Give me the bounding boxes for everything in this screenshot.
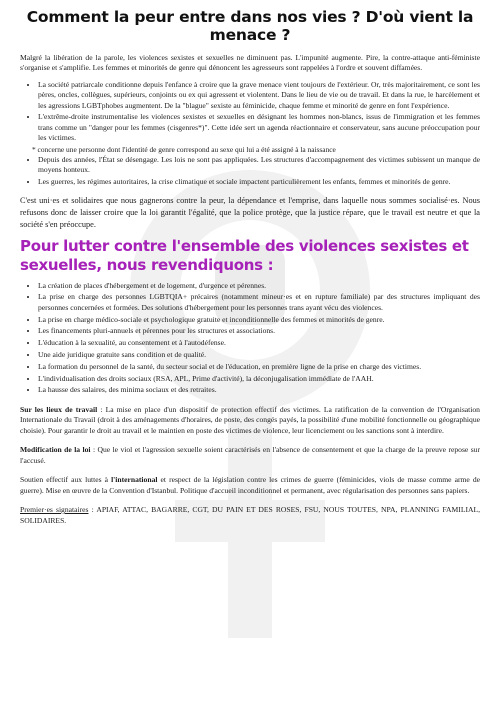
list-item: • Les financements pluri-annuels et pérennes pour les structures et associations. <box>38 326 480 336</box>
international-post: et respect de la législation contre les crimes de guerre (féminicides, viols de masse comme arme de guerre). Mise en œuvre de la Convention d'Istanbul. Politique d'accueil inconditionnel et permanent, avec régularisation des personnes sans papiers. <box>20 475 480 495</box>
law-text: : Que le viol et l'agression sexuelle soient caractérisés en l'absence de consentement et que la charge de la preuve repose sur l'accusé. <box>20 445 480 465</box>
list-item: • La prise en charge médico-sociale et psychologique gratuite et inconditionnelle des femmes et minorités de genre. <box>38 315 480 325</box>
workplace-text: : La mise en place d'un dispositif de protection effectif des victimes. La ratification de la convention de l'Organisation Internationale du Travail (droit à des aménagements d'horaires, de poste, des congés payés, la possibilité d'une mobilité fonctionnelle ou géographique choisie). Pour garantir le droit au travail et le maintien en poste des victimes de violence, leur licenciement ou les sanctions sont à interdire. <box>20 404 480 435</box>
list-item: • Une aide juridique gratuite sans condition et de qualité. <box>38 350 480 360</box>
threats-list-continued <box>20 155 480 187</box>
list-item: • La création de places d'hébergement et de logement, d'urgence et pérennes. <box>38 281 480 291</box>
international-paragraph <box>20 475 480 496</box>
list-item: • Depuis des années, l'État se désengage. Les lois ne sont pas appliquées. Les structures d'accompagnement des victimes subissent un manque de moyens honteux. <box>38 155 480 176</box>
law-paragraph <box>20 445 480 466</box>
solidarity-paragraph: C'est uni·es et solidaires que nous gagnerons contre la peur, la dépendance et l'emprise, dans laquelle nous sommes socialisé·es. Nous refusons donc de laisser croire que la loi garantit l'égalité, que la police protège, que la justice répare, que le travail est neutre et que la société s'en préoccupe. <box>20 196 480 230</box>
demands-heading: Pour lutter contre l'ensemble des violences sexistes et sexuelles, nous revendiquons : <box>20 237 469 274</box>
list-item: • Les guerres, les régimes autoritaires, la crise climatique et sociale impactent particulièrement les enfants, femmes et minorités de genre. <box>38 177 480 187</box>
list-item: • L'éducation à la sexualité, au consentement et à l'autodéfense. <box>38 338 480 348</box>
signatories-label: Premier·es signataires <box>20 505 89 515</box>
list-item: • L'extrême-droite instrumentalise les violences sexistes et sexuelles en désignant les hommes non-blancs, issus de l'immigration et les femmes trans comme un "danger pour les femmes (cisgenres*)". Cette idée sert un agenda réactionnaire et conservateur, sans aucune préoccupation pour les victimes. <box>38 112 480 143</box>
list-item: • La société patriarcale conditionne depuis l'enfance à croire que la grave menace vient toujours de l'extérieur. Or, très majoritairement, ce sont les pères, oncles, collègues, supérieurs, conjoints ou ex qui agressent et violentent. Dans le lieu de vie ou de travail. Et dans la rue, le harcèlement et les agressions LGBTphobes augmentent. De la "blague" sexiste au féminicide, chaque femme et minorité de genre en font l'expérience. <box>38 80 480 111</box>
workplace-label: Sur les lieux de travail <box>20 404 98 414</box>
threats-list <box>20 80 480 144</box>
law-label: Modification de la loi <box>20 445 91 455</box>
list-item: • La hausse des salaires, des minima sociaux et des retraites. <box>38 385 480 395</box>
workplace-paragraph <box>20 405 480 436</box>
signatories-list: : APIAF, ATTAC, BAGARRE, CGT, DU PAIN ET DES ROSES, FSU, NOUS TOUTES, NPA, PLANNING FAMILIAL, SOLIDAIRES. <box>20 505 481 525</box>
international-pre: Soutien effectif aux luttes à <box>20 475 112 485</box>
list-item: • La formation du personnel de la santé, du secteur social et de l'éducation, en première ligne de la prise en charge des victimes. <box>38 362 480 372</box>
demands-list <box>20 281 480 396</box>
international-bold: l'international <box>111 475 158 485</box>
page-title: Comment la peur entre dans nos vies ? D'où vient la menace ? <box>26 8 474 44</box>
list-item: • La prise en charge des personnes LGBTQIA+ précaires (notamment mineur·es et en rupture familiale) par des structures impliquant des personnes concernées et formées. Des solutions d'hébergement pour les personnes trans ayant vécu des violences. <box>38 292 480 313</box>
signatories-paragraph <box>20 505 480 526</box>
footnote: * concerne une personne dont l'identité de genre correspond au sexe qui lui a été assigné à la naissance <box>32 144 336 154</box>
list-item: • L'individualisation des droits sociaux (RSA, APL, Prime d'activité), la déconjugalisation immédiate de l'AAH. <box>38 374 480 384</box>
intro-paragraph: Malgré la libération de la parole, les violences sexistes et sexuelles ne diminuent pas. L'impunité augmente. Pire, la contre-attaque anti-féministe s'organise et s'amplifie. Les femmes et minorités de genre qui dénoncent les agresseurs sont rappelées à l'ordre et souvent diffamées. <box>20 53 480 73</box>
